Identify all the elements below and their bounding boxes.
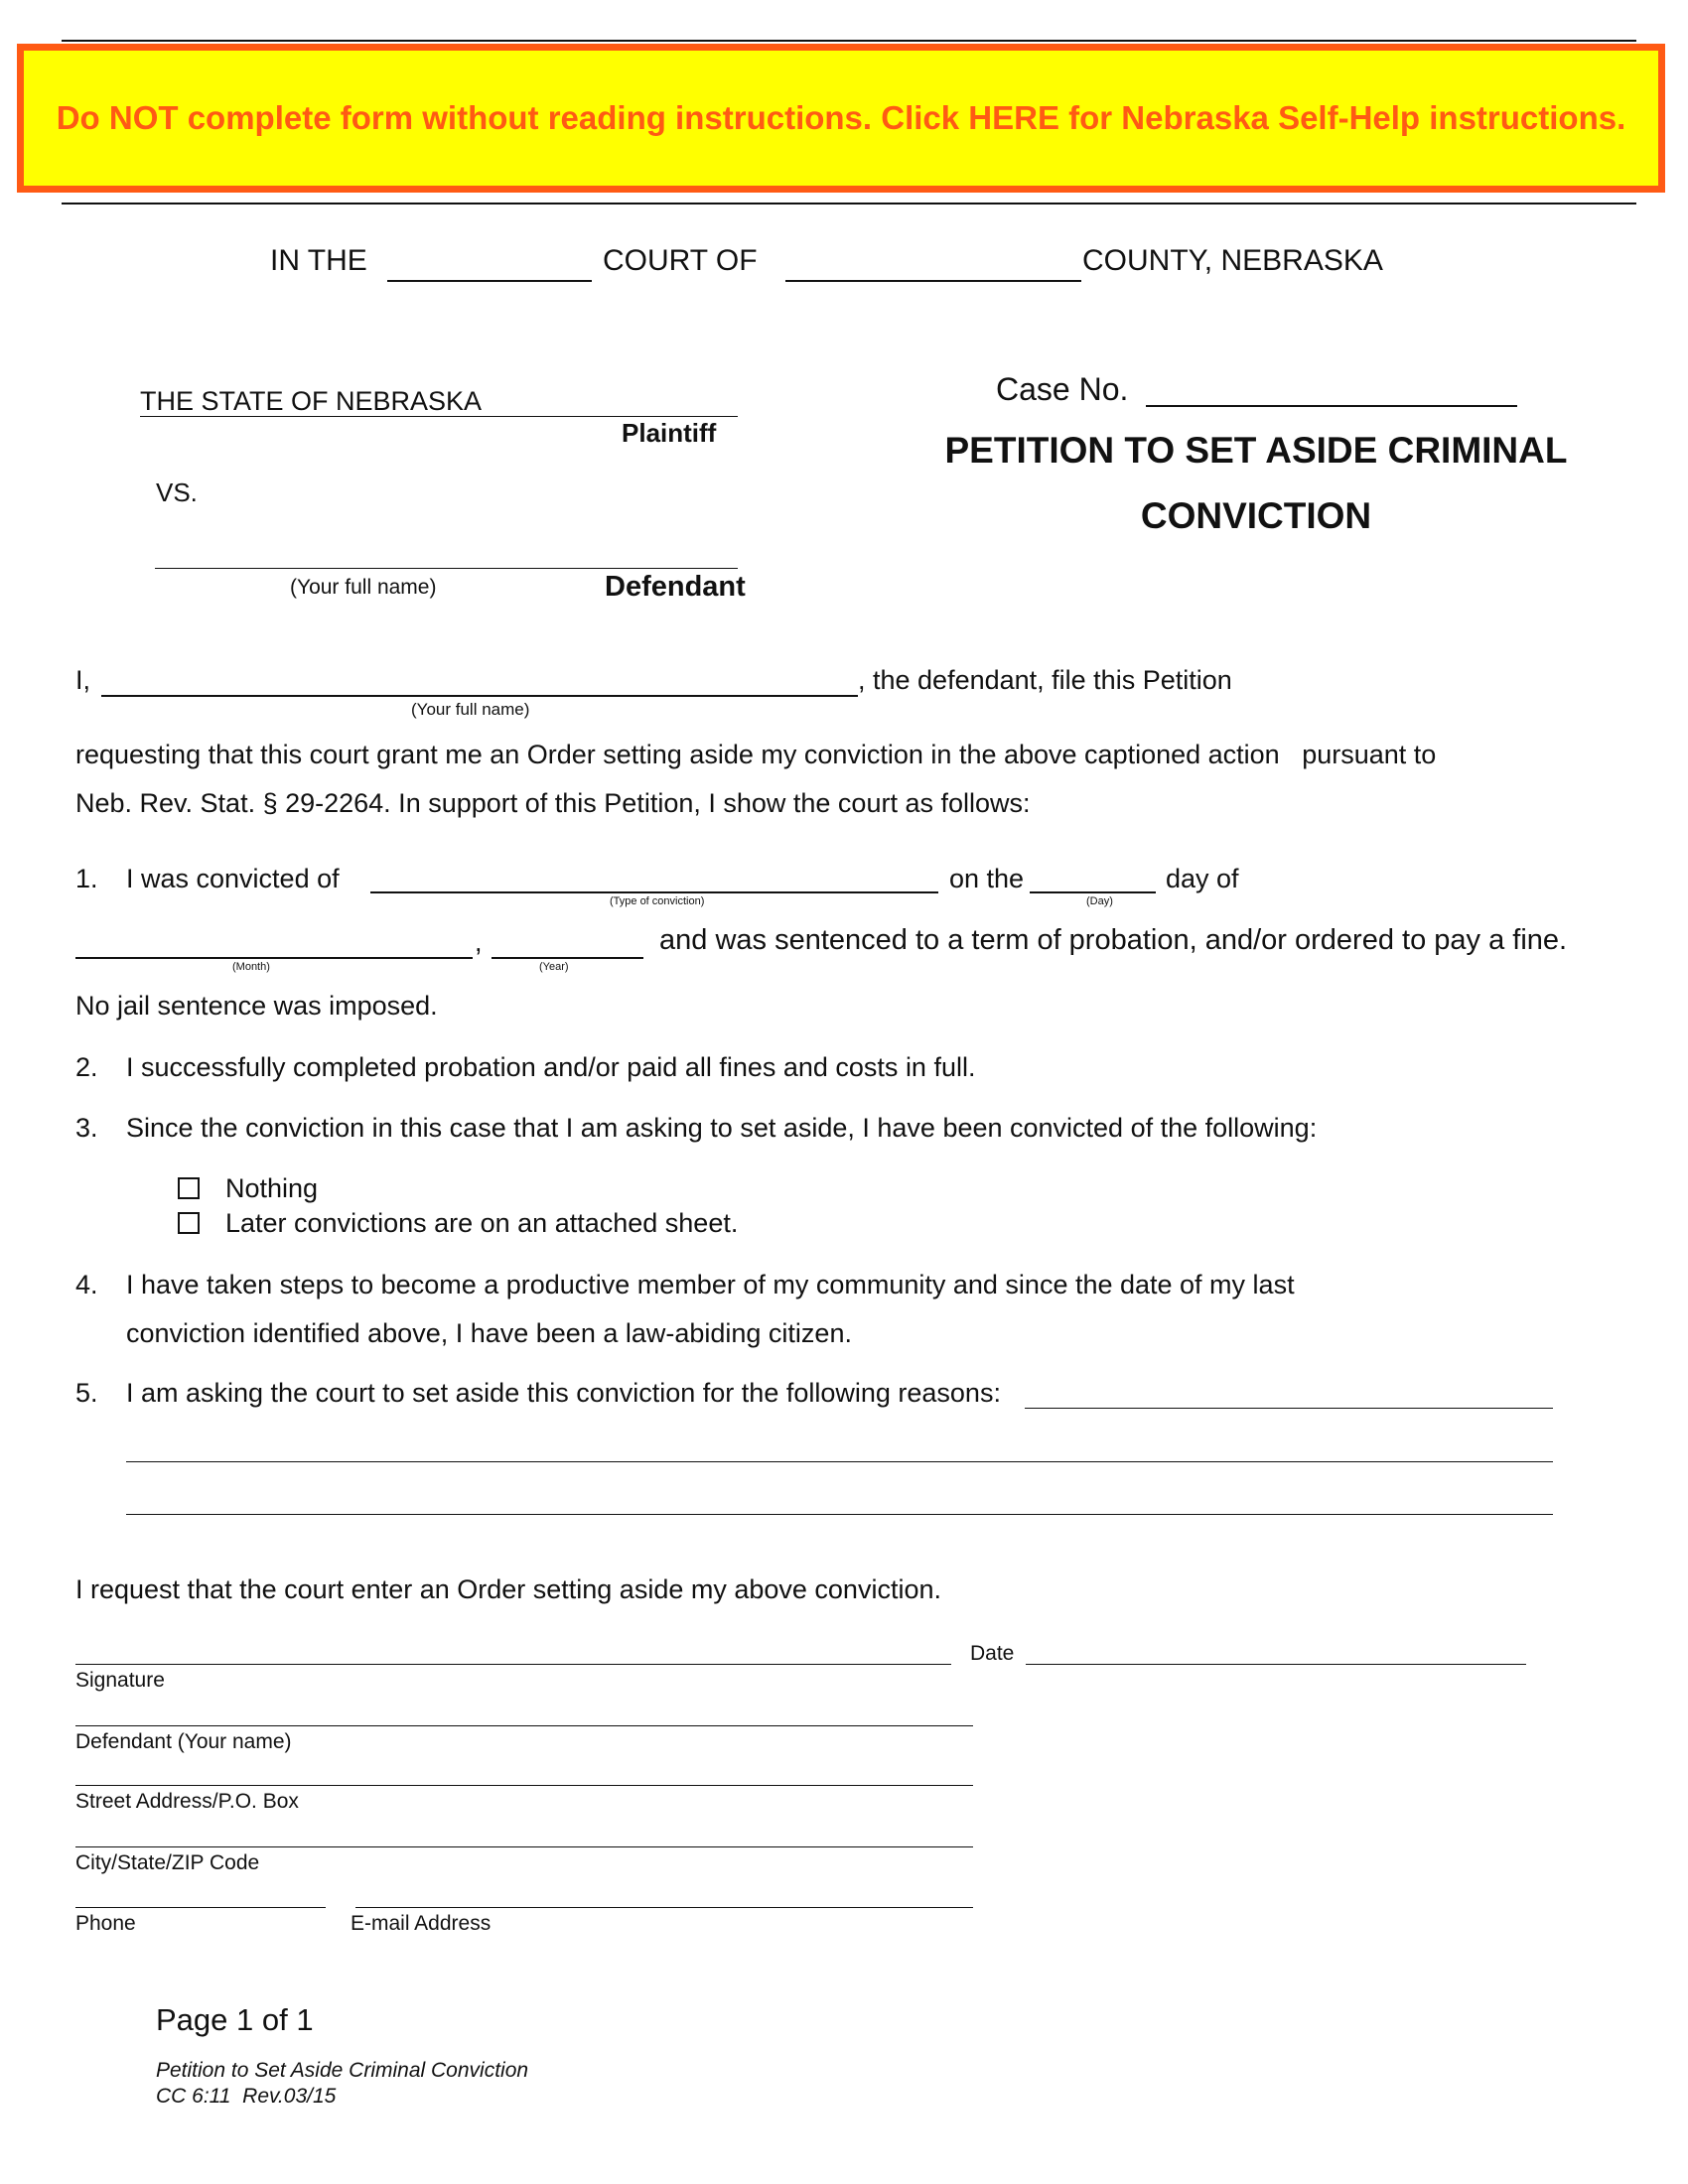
case-no-field[interactable] — [1146, 375, 1517, 407]
conviction-year-hint: (Year) — [539, 961, 569, 973]
reasons-field-line1[interactable] — [1025, 1408, 1553, 1409]
item5-number: 5. — [75, 1378, 98, 1408]
intro-after-name: , the defendant, file this Petition — [858, 665, 1232, 695]
item2-number: 2. — [75, 1052, 98, 1082]
date-field[interactable] — [1026, 1664, 1526, 1665]
email-field[interactable] — [355, 1907, 973, 1908]
item1-no-jail: No jail sentence was imposed. — [75, 991, 438, 1021]
item3-number: 3. — [75, 1113, 98, 1143]
item1-sentence-text: and was sentenced to a term of probation, and/or ordered to pay a fine. — [659, 924, 1568, 956]
intro-name-hint: (Your full name) — [411, 700, 530, 719]
item1-day-of: day of — [1166, 864, 1239, 893]
item1-convicted-of: I was convicted of — [126, 864, 340, 893]
signature-label: Signature — [75, 1669, 165, 1692]
item3-text: Since the conviction in this case that I am asking to set aside, I have been convicted of the following: — [126, 1113, 1318, 1143]
top-rule — [62, 40, 1636, 42]
court-type-field[interactable] — [387, 246, 592, 282]
intro-line2: requesting that this court grant me an Order setting aside my conviction in the above captioned action pursuant to — [75, 740, 1437, 769]
conviction-year-field[interactable] — [492, 927, 643, 959]
defendant-name-hint: (Your full name) — [290, 576, 437, 599]
item2-text: I successfully completed probation and/or paid all fines and costs in full. — [126, 1052, 976, 1082]
instructions-banner[interactable] — [17, 44, 1665, 193]
conviction-type-field[interactable] — [370, 862, 938, 893]
phone-field[interactable] — [75, 1907, 326, 1908]
conviction-day-field[interactable] — [1030, 862, 1156, 893]
signature-field[interactable] — [75, 1664, 951, 1665]
city-state-zip-label: City/State/ZIP Code — [75, 1851, 260, 1874]
court-heading-county: COUNTY, NEBRASKA — [1082, 244, 1383, 277]
form-name: Petition to Set Aside Criminal Conviction — [156, 2059, 529, 2082]
nothing-option-label: Nothing — [225, 1173, 319, 1203]
reasons-field-line3[interactable] — [126, 1514, 1553, 1515]
petition-title-line2: CONVICTION — [1140, 495, 1372, 536]
intro-full-name-field[interactable] — [101, 665, 858, 697]
item1-number: 1. — [75, 864, 98, 893]
intro-line3: Neb. Rev. Stat. § 29-2264. In support of this Petition, I show the court as follows: — [75, 788, 1031, 818]
conviction-month-field[interactable] — [75, 927, 473, 959]
phone-label: Phone — [75, 1912, 136, 1935]
item4-line1: I have taken steps to become a productive member of my community and since the date of my last — [126, 1270, 1295, 1299]
defendant-name-sign-label: Defendant (Your name) — [75, 1730, 292, 1753]
vs-label: VS. — [156, 478, 198, 507]
item4-number: 4. — [75, 1270, 98, 1299]
banner-bottom-rule — [62, 203, 1636, 205]
form-code: CC 6:11 Rev.03/15 — [156, 2085, 337, 2108]
plaintiff-name: THE STATE OF NEBRASKA — [140, 386, 483, 416]
item1-on-the: on the — [949, 864, 1025, 893]
court-heading-court-of: COURT OF — [603, 244, 758, 277]
later-convictions-checkbox[interactable] — [178, 1212, 200, 1234]
request-text: I request that the court enter an Order setting aside my above conviction. — [75, 1574, 941, 1604]
court-heading-in-the: IN THE — [270, 244, 367, 277]
email-label: E-mail Address — [351, 1912, 492, 1935]
later-convictions-option-label: Later convictions are on an attached sheet. — [225, 1208, 739, 1238]
case-no-label: Case No. — [996, 371, 1129, 407]
plaintiff-line — [140, 416, 738, 417]
conviction-type-hint: (Type of conviction) — [610, 895, 705, 907]
street-address-label: Street Address/P.O. Box — [75, 1790, 299, 1813]
city-state-zip-field[interactable] — [75, 1846, 973, 1847]
defendant-label: Defendant — [605, 571, 746, 603]
intro-i: I, — [75, 665, 91, 695]
county-field[interactable] — [785, 246, 1081, 282]
conviction-day-hint: (Day) — [1086, 895, 1113, 907]
petition-title-line1: PETITION TO SET ASIDE CRIMINAL — [944, 430, 1568, 471]
defendant-name-sign-field[interactable] — [75, 1725, 973, 1726]
page-number: Page 1 of 1 — [156, 2002, 314, 2037]
street-address-field[interactable] — [75, 1785, 973, 1786]
item1-comma: , — [475, 927, 483, 957]
reasons-field-line2[interactable] — [126, 1461, 1553, 1462]
nothing-checkbox[interactable] — [178, 1177, 200, 1199]
date-label: Date — [970, 1642, 1015, 1665]
item4-line2: conviction identified above, I have been a law-abiding citizen. — [126, 1318, 852, 1348]
plaintiff-label: Plaintiff — [622, 418, 717, 448]
item5-text: I am asking the court to set aside this conviction for the following reasons: — [126, 1378, 1001, 1408]
conviction-month-hint: (Month) — [232, 961, 270, 973]
instructions-banner-text[interactable]: Do NOT complete form without reading instructions. Click HERE for Nebraska Self-Help instructions. — [56, 99, 1626, 136]
defendant-name-field[interactable] — [155, 568, 738, 569]
